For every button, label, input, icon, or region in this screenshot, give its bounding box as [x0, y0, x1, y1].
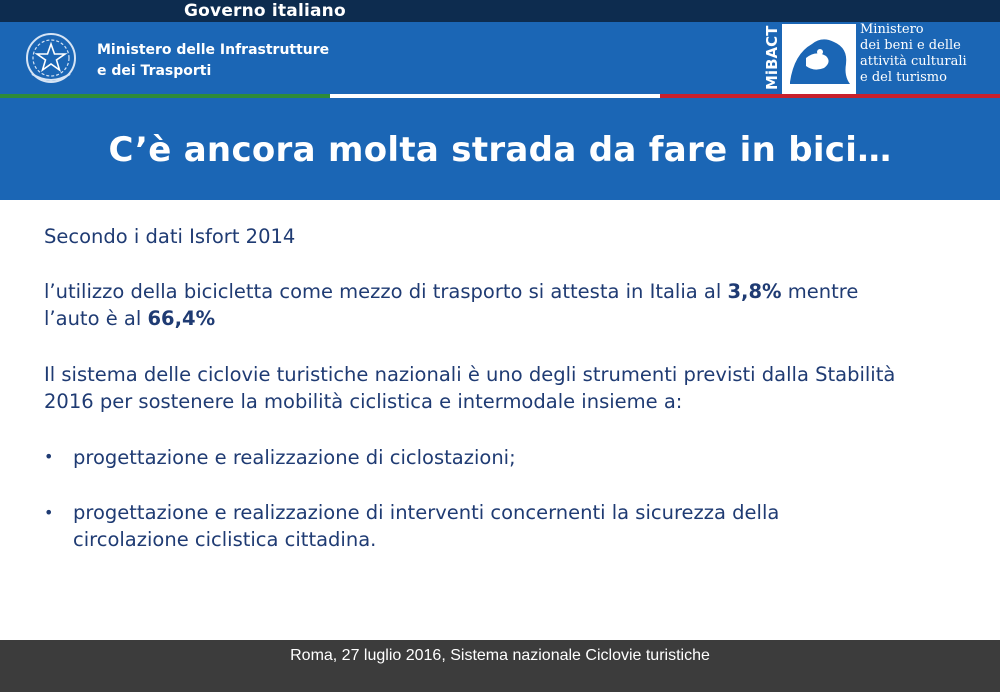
stat-text-part2: mentre: [781, 280, 859, 303]
mibact-name-line3: attività culturali: [860, 54, 967, 69]
mit-ministry-name: [97, 40, 329, 82]
slide-title: C’è ancora molta strada da fare in bici…: [108, 130, 892, 170]
bullet2-line2: circolazione ciclistica cittadina.: [73, 528, 377, 551]
government-top-bar: [0, 0, 1000, 22]
stat-text-part3: l’auto è al: [44, 307, 148, 330]
stat-line1: [44, 278, 964, 305]
bullet-marker: •: [44, 447, 54, 466]
system-line1: Il sistema delle ciclovie turistiche nazionali è uno degli strumenti previsti dalla Stabilità: [44, 363, 896, 386]
bullet-item-ciclostazioni: progettazione e realizzazione di ciclostazioni;: [73, 446, 516, 469]
stat-paragraph: [44, 278, 964, 332]
mit-name-line1: Ministero delle Infrastrutture: [97, 42, 330, 58]
government-label: Governo italiano: [184, 1, 346, 21]
mibact-ministry-name: [860, 22, 967, 86]
mibact-logo-icon: [760, 24, 856, 94]
stat-text-part1: l’utilizzo della bicicletta come mezzo di trasporto si attesta in Italia al: [44, 280, 728, 303]
mibact-name-line4: e del turismo: [860, 70, 947, 85]
footer-text: Roma, 27 luglio 2016, Sistema nazionale Ciclovie turistiche: [290, 647, 710, 664]
bike-share-value: 3,8%: [727, 280, 782, 303]
bullet2-line1: progettazione e realizzazione di interventi concernenti la sicurezza della: [73, 501, 780, 524]
bullet-item-sicurezza: [73, 499, 973, 553]
bullet-marker: •: [44, 503, 54, 522]
mibact-name-line2: dei beni e delle: [860, 38, 961, 53]
system-paragraph: [44, 361, 974, 415]
system-line2: 2016 per sostenere la mobilità ciclistica e intermodale insieme a:: [44, 390, 683, 413]
intro-text: Secondo i dati Isfort 2014: [44, 225, 296, 248]
mit-name-line2: e dei Trasporti: [97, 63, 212, 79]
italian-republic-emblem-icon: [22, 30, 80, 86]
car-share-value: 66,4%: [147, 307, 216, 330]
mibact-name-line1: Ministero: [860, 22, 924, 37]
stat-line2: [44, 305, 964, 332]
mibact-logo-text: MiBACT: [763, 25, 781, 90]
